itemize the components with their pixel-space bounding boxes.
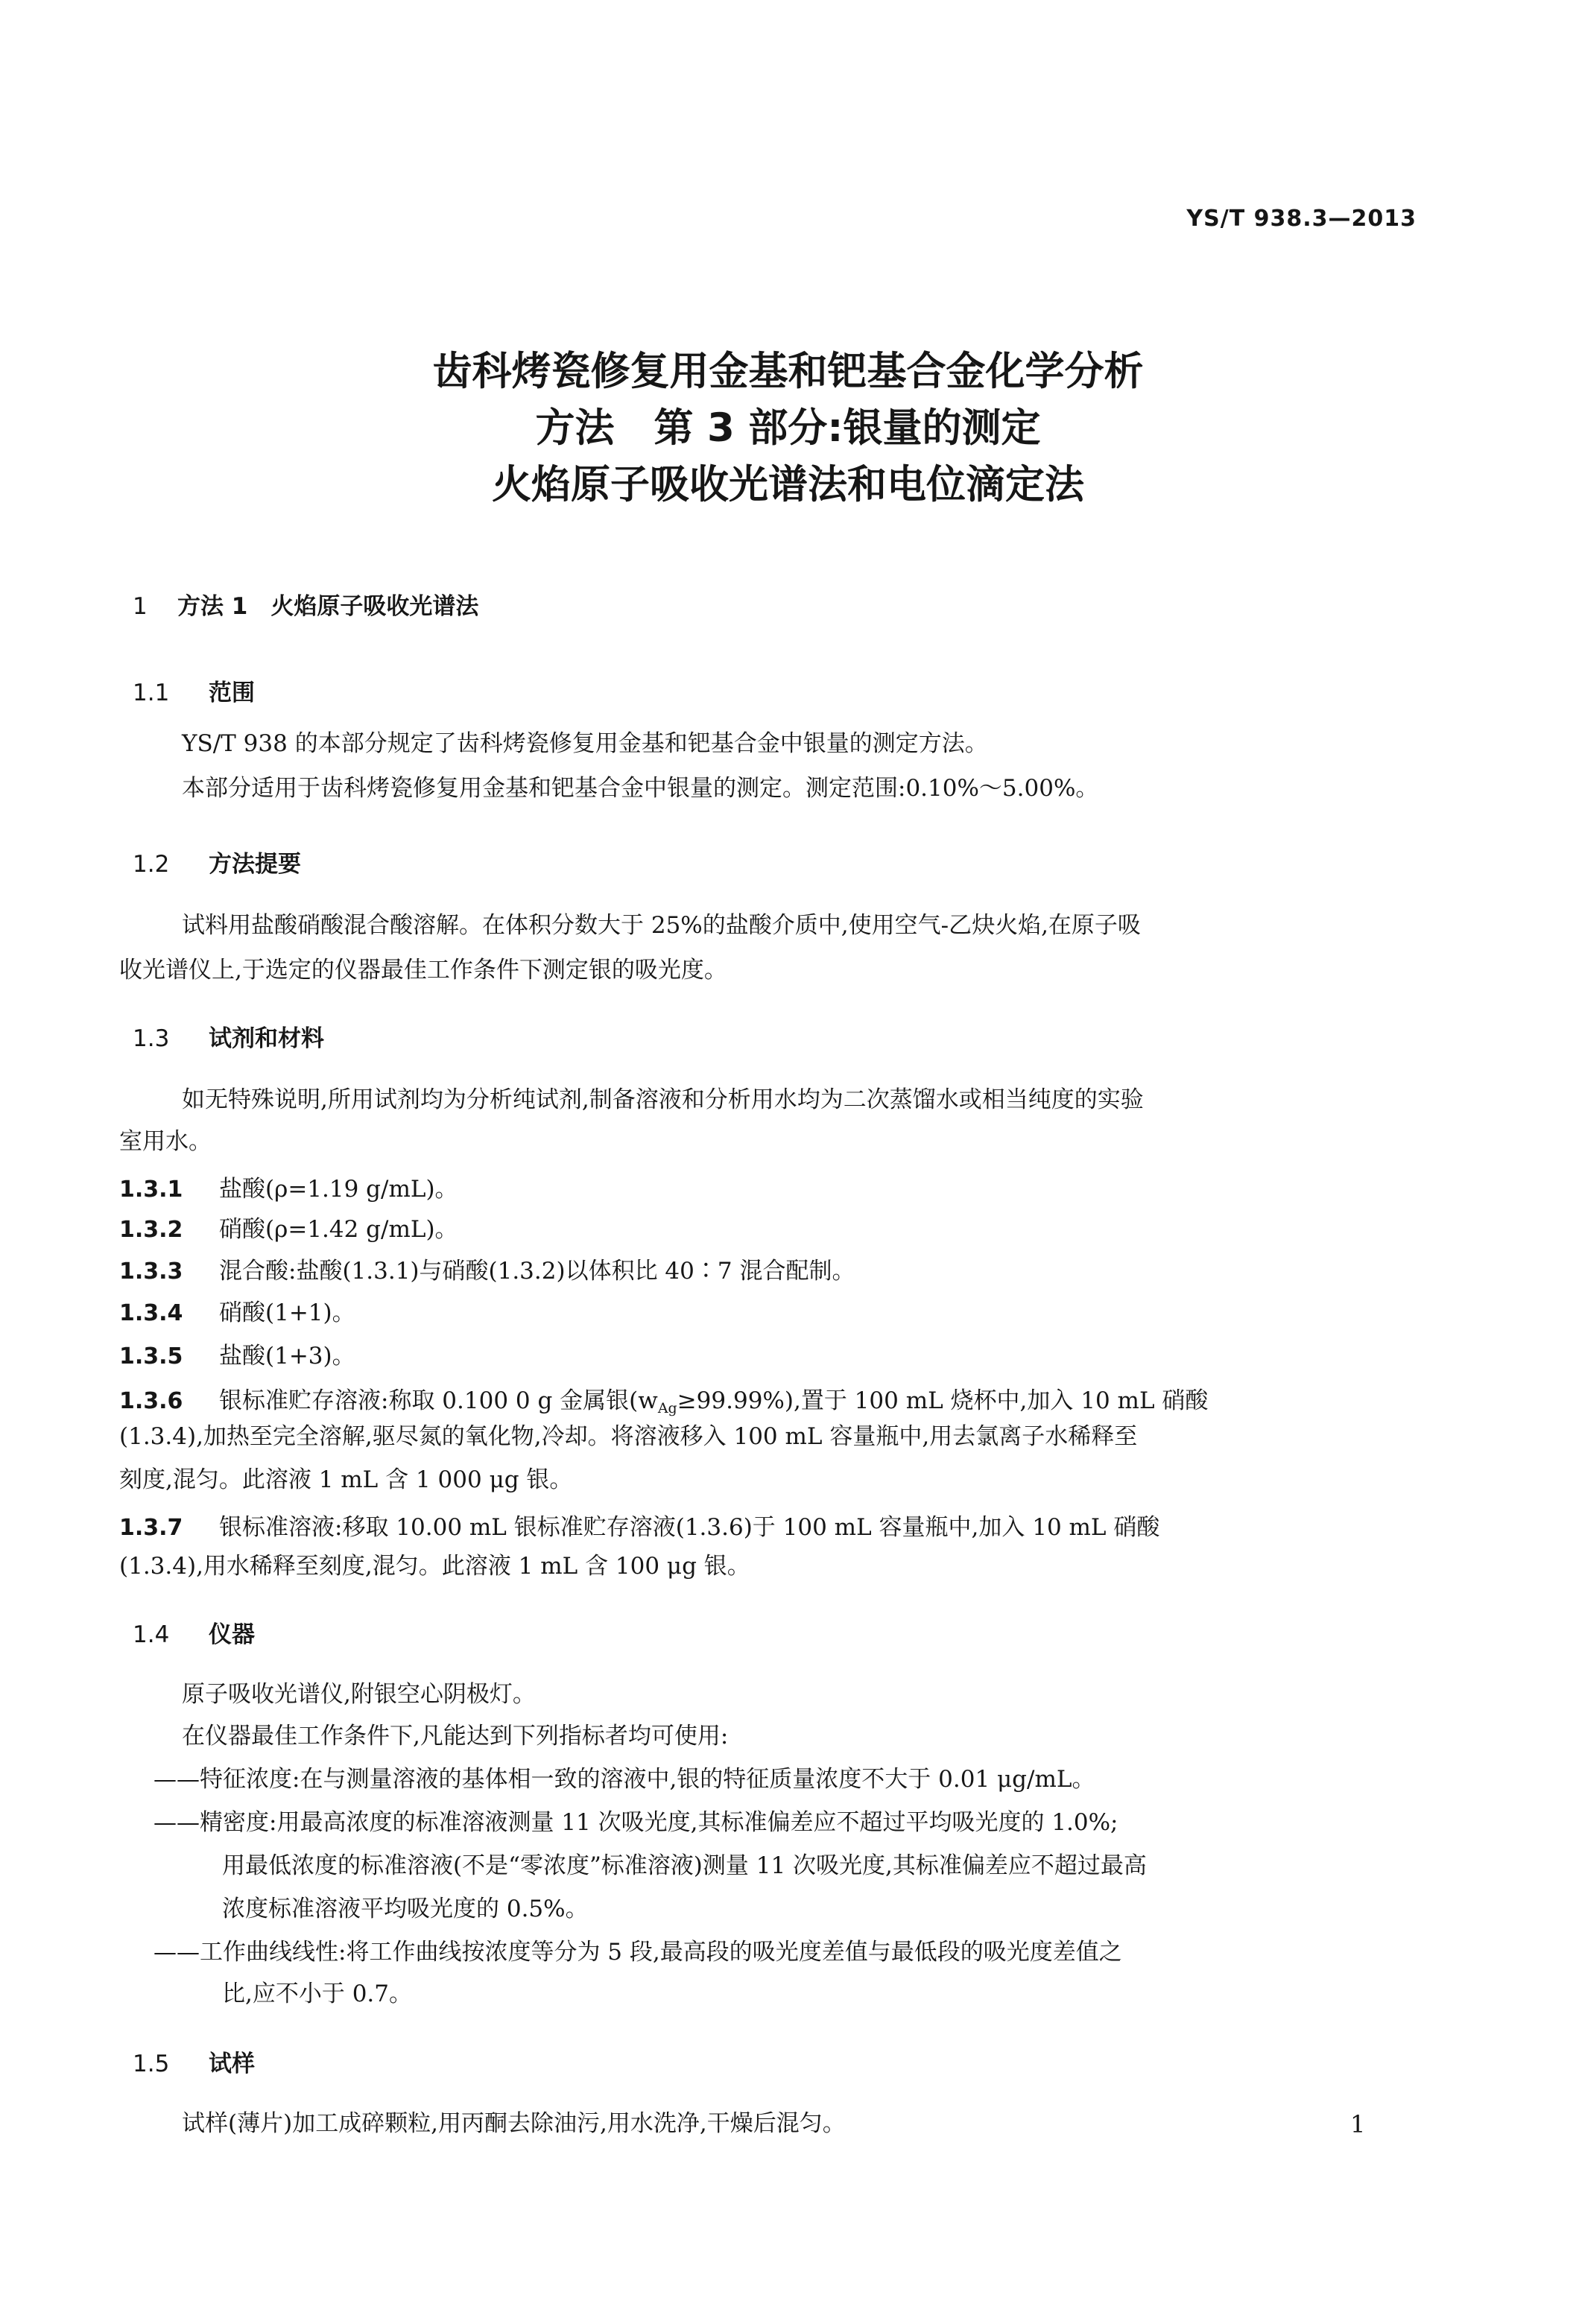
clause-number: 1.3.6 — [119, 1388, 183, 1414]
clause-text: 盐酸(1+3)。 — [219, 1343, 355, 1370]
clause-1-3-2 — [119, 1210, 458, 1244]
section-title: 范围 — [209, 680, 255, 706]
paragraph: YS/T 938 的本部分规定了齿科烤瓷修复用金基和钯基合金中银量的测定方法。 — [182, 730, 988, 757]
section-title: 仪器 — [209, 1621, 255, 1648]
section-1-2-heading — [133, 845, 301, 878]
standard-number: YS/T 938.3—2013 — [1186, 206, 1417, 232]
dash-item-cont: 比,应不小于 0.7。 — [222, 1981, 413, 2007]
clause-1-3-6 — [119, 1381, 1208, 1416]
dash-item-cont: 用最低浓度的标准溶液(不是“零浓度”标准溶液)测量 11 次吸光度,其标准偏差应不超过最高 — [222, 1852, 1147, 1879]
section-number: 1.5 — [133, 2051, 170, 2077]
page-number: 1 — [1350, 2110, 1366, 2138]
section-1-heading — [133, 587, 478, 621]
paragraph: (1.3.4),用水稀释至刻度,混匀。此溶液 1 mL 含 100 μg 银。 — [119, 1553, 750, 1580]
paragraph: 在仪器最佳工作条件下,凡能达到下列指标者均可使用: — [182, 1723, 729, 1750]
dash-item: ——特征浓度:在与测量溶液的基体相一致的溶液中,银的特征质量浓度不大于 0.01 μg/mL。 — [154, 1766, 1095, 1793]
paragraph: 原子吸收光谱仪,附银空心阴极灯。 — [182, 1681, 536, 1708]
dash-item-cont: 浓度标准溶液平均吸光度的 0.5%。 — [222, 1896, 589, 1922]
paragraph: 本部分适用于齿科烤瓷修复用金基和钯基合金中银量的测定。测定范围:0.10%～5.00%。 — [182, 775, 1099, 802]
section-1-3-heading — [133, 1019, 324, 1053]
dash-item: ——工作曲线线性:将工作曲线按浓度等分为 5 段,最高段的吸光度差值与最低段的吸光度差值之 — [154, 1939, 1122, 1966]
subscript-ag: Ag — [657, 1400, 677, 1416]
section-number: 1.3 — [133, 1025, 170, 1052]
title-line-1: 齿科烤瓷修复用金基和钯基合金化学分析 — [432, 349, 1144, 394]
clause-number: 1.3.1 — [119, 1177, 183, 1203]
section-title: 方法提要 — [209, 851, 301, 878]
clause-1-3-7 — [119, 1508, 1159, 1542]
dash-item: ——精密度:用最高浓度的标准溶液测量 11 次吸光度,其标准偏差应不超过平均吸光度的 1.0%; — [154, 1809, 1118, 1836]
clause-text: 银标准贮存溶液:称取 0.100 0 g 金属银(w — [219, 1387, 658, 1414]
clause-number: 1.3.4 — [119, 1300, 183, 1326]
section-number: 1 — [133, 593, 148, 620]
section-title: 试剂和材料 — [209, 1025, 324, 1052]
clause-number: 1.3.7 — [119, 1515, 183, 1541]
paragraph: 试料用盐酸硝酸混合酸溶解。在体积分数大于 25%的盐酸介质中,使用空气-乙炔火焰,在原子吸 — [182, 912, 1141, 939]
title-line-2: 方法 第 3 部分:银量的测定 — [535, 405, 1041, 451]
clause-number: 1.3.2 — [119, 1217, 183, 1243]
paragraph: 试样(薄片)加工成碎颗粒,用丙酮去除油污,用水洗净,干燥后混匀。 — [182, 2110, 846, 2137]
clause-text: 盐酸(ρ=1.19 g/mL)。 — [219, 1176, 458, 1203]
section-1-5-heading — [133, 2045, 255, 2078]
paragraph: (1.3.4),加热至完全溶解,驱尽氮的氧化物,冷却。将溶液移入 100 mL 容量瓶中,用去氯离子水稀释至 — [119, 1423, 1138, 1450]
clause-text: 硝酸(1+1)。 — [219, 1299, 355, 1326]
clause-text: 硝酸(ρ=1.42 g/mL)。 — [219, 1216, 458, 1243]
paragraph: 刻度,混匀。此溶液 1 mL 含 1 000 μg 银。 — [119, 1466, 573, 1493]
clause-1-3-5 — [119, 1337, 355, 1370]
paragraph: 室用水。 — [119, 1128, 212, 1155]
clause-text-cont: ≥99.99%),置于 100 mL 烧杯中,加入 10 mL 硝酸 — [677, 1387, 1209, 1414]
section-title: 方法 1 火焰原子吸收光谱法 — [177, 593, 479, 620]
clause-1-3-3 — [119, 1252, 855, 1285]
clause-1-3-4 — [119, 1294, 355, 1327]
clause-text: 混合酸:盐酸(1.3.1)与硝酸(1.3.2)以体积比 40∶7 混合配制。 — [219, 1258, 855, 1285]
clause-1-3-1 — [119, 1170, 458, 1203]
clause-number: 1.3.3 — [119, 1258, 183, 1285]
clause-text: 银标准溶液:移取 10.00 mL 银标准贮存溶液(1.3.6)于 100 mL 容量瓶中,加入 10 mL 硝酸 — [219, 1514, 1160, 1541]
section-title: 试样 — [209, 2051, 255, 2077]
paragraph: 如无特殊说明,所用试剂均为分析纯试剂,制备溶液和分析用水均为二次蒸馏水或相当纯度的实验 — [182, 1086, 1144, 1113]
paragraph: 收光谱仪上,于选定的仪器最佳工作条件下测定银的吸光度。 — [119, 957, 727, 984]
section-number: 1.1 — [133, 680, 170, 706]
section-1-4-heading — [133, 1615, 255, 1649]
title-line-3: 火焰原子吸收光谱法和电位滴定法 — [492, 462, 1084, 507]
section-number: 1.2 — [133, 851, 170, 878]
clause-number: 1.3.5 — [119, 1343, 183, 1370]
section-1-1-heading — [133, 674, 255, 707]
section-number: 1.4 — [133, 1621, 170, 1648]
